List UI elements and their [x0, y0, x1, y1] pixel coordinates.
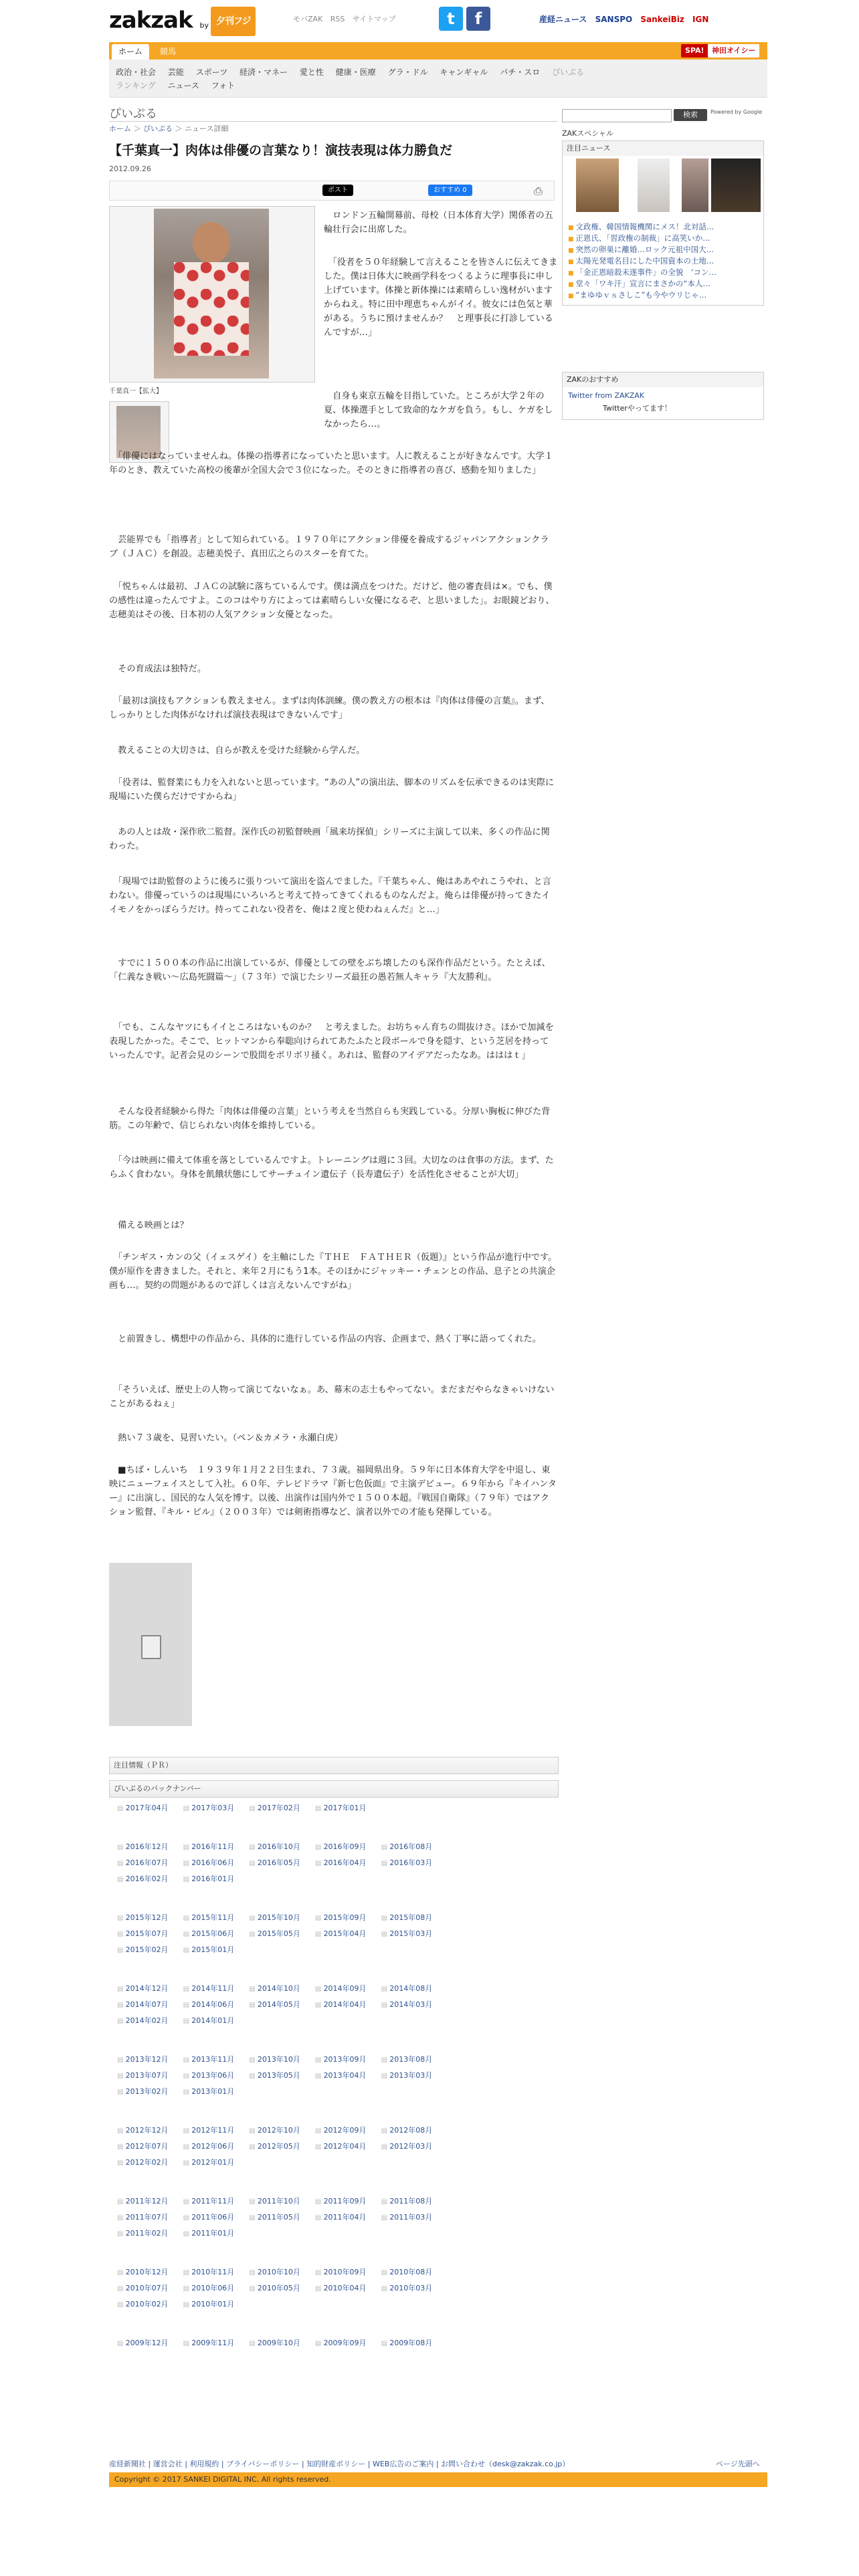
tab-keiba[interactable]: 競馬 — [160, 47, 177, 56]
top-links — [293, 13, 401, 24]
archive-month-link[interactable]: ▤ 2014年11月 — [183, 1984, 235, 1993]
nav-gradol[interactable]: グラ・ドル — [387, 68, 428, 77]
archive-month-link[interactable]: ▤ 2010年10月 — [249, 2268, 300, 2276]
link-sitemap[interactable]: サイトマップ — [352, 15, 396, 23]
nav-ranking[interactable]: ランキング — [116, 81, 156, 90]
archive-month-link[interactable]: ▤ 2010年08月 — [381, 2268, 433, 2276]
news-image[interactable] — [682, 158, 708, 212]
footer-links[interactable]: 産経新聞社 | 運営会社 | 利用規約 | プライバシーポリシー | 知的財産ポリシー | WEB広告のご案内 | お問い合わせ（desk@zakzak.co.jp） — [109, 2460, 570, 2468]
photo-caption[interactable]: 千葉真一【拡大】 — [109, 388, 163, 395]
archive-month-link[interactable]: ▤ 2012年05月 — [249, 2142, 300, 2151]
archive-month-link[interactable]: ▤ 2013年10月 — [249, 2055, 300, 2064]
archive-month-link[interactable]: ▤ 2014年03月 — [381, 2000, 433, 2009]
news-link[interactable]: ■ “まゆゆｖｓさしこ”も今やウリじゃ… — [568, 290, 706, 300]
recommend-text: Twitterやってます！ — [603, 404, 672, 413]
archive-month-link[interactable]: ▤ 2016年07月 — [117, 1858, 169, 1867]
zak-special-label[interactable]: ZAKスペシャル — [562, 129, 614, 138]
nav-health[interactable]: 健康・医療 — [335, 68, 376, 77]
archive-month-link[interactable]: ▤ 2014年10月 — [249, 1984, 300, 1993]
archive-month-link[interactable]: ▤ 2011年07月 — [117, 2213, 169, 2222]
archive-row — [117, 2212, 447, 2222]
archive-month-link[interactable]: ▤ 2014年01月 — [183, 2016, 235, 2025]
archive-month-link[interactable]: ▤ 2010年04月 — [315, 2284, 367, 2292]
article-paragraph: 「現場では助監督のように後ろに張りついて演出を盗んでました。『千葉ちゃん、俺はああやれこうやれ、と言わない。俳優っていうのは現場にいろいろと考えて持ってきてくれるものなんだよ。俺らは俳優が持ってきたイイモノをかっぽらうだけ。持ってこれない役者を、俺は２度と使わねぇんだ』と…」 — [109, 877, 551, 915]
archive-month-link[interactable]: ▤ 2015年01月 — [183, 1945, 235, 1954]
news-link[interactable]: ■ 文政権、韓国情報機関にメス！北対話… — [568, 221, 714, 232]
archive-row — [117, 2266, 447, 2277]
breadcrumb-home[interactable]: ホーム — [109, 124, 131, 133]
archive-month-link[interactable]: ▤ 2013年05月 — [249, 2071, 300, 2080]
article-paragraph: 「俳優にはなっていませんね。体操の指導者になっていたと思います。人に教えることが好きなんです。大学１年のとき、教えていた高校の後輩が全国大会で３位になった。そのときに指導者の喜び、感動を知りました」 — [109, 451, 553, 475]
copyright-bar — [109, 2472, 767, 2487]
nav-love[interactable]: 愛と性 — [299, 68, 324, 77]
nav-sports[interactable]: スポーツ — [195, 68, 228, 77]
nav-pachislo[interactable]: パチ・スロ — [500, 68, 541, 77]
archive-row — [117, 2195, 447, 2206]
nav-politics[interactable]: 政治・社会 — [116, 68, 157, 77]
pr-panel: 注目情報（ＰＲ） — [109, 1757, 559, 1774]
link-mobazak[interactable]: モバZAK — [293, 15, 323, 23]
partner-sanspo[interactable]: SANSPO — [595, 15, 633, 24]
featured-news-box — [562, 140, 764, 306]
archive-month-link[interactable]: ▤ 2010年06月 — [183, 2284, 235, 2292]
archive-month-link[interactable]: ▤ 2012年10月 — [249, 2126, 300, 2135]
recommend-box — [562, 372, 764, 420]
partner-links — [534, 13, 708, 25]
archive-month-link[interactable]: ▤ 2015年06月 — [183, 1929, 235, 1938]
archive-row — [117, 2015, 249, 2026]
archive-month-link[interactable]: ▤ 2015年05月 — [249, 1929, 300, 1938]
archive-row — [117, 2054, 447, 2064]
news-image[interactable] — [576, 158, 619, 212]
archive-month-link[interactable]: ▤ 2015年07月 — [117, 1929, 169, 1938]
article-paragraph: ロンドン五輪開幕前、母校（日本体育大学）関係者の五輪壮行会に出席した。 — [324, 211, 553, 235]
featured-news-header: 注目ニュース — [563, 141, 763, 156]
archive-month-link[interactable]: ▤ 2015年11月 — [183, 1913, 235, 1922]
promo-spa[interactable]: SPA! — [681, 44, 708, 58]
archive-row — [117, 2157, 249, 2167]
archive-row — [117, 2125, 447, 2135]
site-logo[interactable]: zakzak by 夕刊フジ — [109, 7, 256, 39]
archive-row — [117, 2070, 447, 2080]
article-paragraph: すでに１５００本の作品に出演しているが、俳優としての壁をぶち壊したのも深作作品だという。たとえば、「仁義なき戦い～広島死闘篇～」（７３年）で演じたシリーズ最狂の愚若無人キャラ『大友勝利』。 — [109, 958, 551, 982]
archive-month-link[interactable]: ▤ 2014年12月 — [117, 1984, 169, 1993]
archive-month-link[interactable]: ▤ 2010年11月 — [183, 2268, 235, 2276]
archive-month-link[interactable]: ▤ 2015年10月 — [249, 1913, 300, 1922]
like-button[interactable]: おすすめ 0 — [428, 185, 472, 196]
archive-month-link[interactable]: ▤ 2013年04月 — [315, 2071, 367, 2080]
archive-month-link[interactable]: ▤ 2013年02月 — [117, 2087, 169, 2096]
archive-month-link[interactable]: ▤ 2011年01月 — [183, 2229, 235, 2238]
archive-month-link[interactable]: ▤ 2014年06月 — [183, 2000, 235, 2009]
search-button[interactable]: 検索 — [674, 109, 707, 121]
archive-month-link[interactable]: ▤ 2016年11月 — [183, 1842, 235, 1851]
archive-month-link[interactable]: ▤ 2014年05月 — [249, 2000, 300, 2009]
archive-month-link[interactable]: ▤ 2017年02月 — [249, 1804, 300, 1812]
archive-month-link[interactable]: ▤ 2009年08月 — [381, 2339, 433, 2347]
archive-month-link[interactable]: ▤ 2012年04月 — [315, 2142, 367, 2151]
news-link[interactable]: ■ 太陽光発電名目にした中国資本の土地… — [568, 255, 714, 266]
news-link[interactable]: ■ 突然の卵巣に離婚…ロック元祖中国大… — [568, 244, 714, 255]
partner-ign[interactable]: IGN — [692, 15, 709, 24]
news-link[interactable]: ■ 堂々「ワキ汗」宣言にまさかの“本人… — [568, 278, 710, 289]
archive-row — [117, 2337, 447, 2348]
search-input[interactable] — [562, 109, 672, 122]
article-paragraph: そんな役者経験から得た「肉体は俳優の言葉」という考えを当然自らも実践している。分厚い胸板に伸びた背筋。この年齢で、信じられない肉体を維持している。 — [109, 1107, 551, 1131]
archive-month-link[interactable]: ▤ 2017年01月 — [315, 1804, 367, 1812]
archive-month-link[interactable]: ▤ 2010年02月 — [117, 2300, 169, 2309]
archive-row — [117, 1841, 447, 1852]
archive-month-link[interactable]: ▤ 2011年10月 — [249, 2197, 300, 2206]
archive-row — [117, 1983, 447, 1994]
archive-month-link[interactable]: ▤ 2012年12月 — [117, 2126, 169, 2135]
archive-month-link[interactable]: ▤ 2010年09月 — [315, 2268, 367, 2276]
archive-month-link[interactable]: ▤ 2010年12月 — [117, 2268, 169, 2276]
archive-month-link[interactable]: ▤ 2012年02月 — [117, 2158, 169, 2167]
archive-month-link[interactable]: ▤ 2009年10月 — [249, 2339, 300, 2347]
archive-month-link[interactable]: ▤ 2012年08月 — [381, 2126, 433, 2135]
archive-month-link[interactable]: ▤ 2015年04月 — [315, 1929, 367, 1938]
archive-month-link[interactable]: ▤ 2010年07月 — [117, 2284, 169, 2292]
archive-month-link[interactable]: ▤ 2016年04月 — [315, 1858, 367, 1867]
archive-month-link[interactable]: ▤ 2013年09月 — [315, 2055, 367, 2064]
archive-month-link[interactable]: ▤ 2011年02月 — [117, 2229, 169, 2238]
broken-image-icon — [141, 1635, 161, 1659]
archive-month-link[interactable]: ▤ 2011年06月 — [183, 2213, 235, 2222]
archive-month-link[interactable]: ▤ 2011年05月 — [249, 2213, 300, 2222]
archive-month-link[interactable]: ▤ 2009年11月 — [183, 2339, 235, 2347]
share-bar — [109, 181, 555, 201]
archive-month-link[interactable]: ▤ 2012年03月 — [381, 2142, 433, 2151]
archive-month-link[interactable]: ▤ 2016年03月 — [381, 1858, 433, 1867]
nav-campaign-girl[interactable]: キャンギャル — [440, 68, 488, 77]
archive-month-link[interactable]: ▤ 2016年01月 — [183, 1874, 235, 1883]
article-paragraph: 芸能界でも「指導者」として知られている。１９７０年にアクション俳優を養成するジャパンアクションクラブ（ＪＡＣ）を創設。志穂美悦子、真田広之らのスターを育てた。 — [109, 535, 549, 559]
archive-row — [117, 1999, 447, 2010]
archive-month-link[interactable]: ▤ 2013年11月 — [183, 2055, 235, 2064]
archive-row — [117, 1873, 249, 1884]
article-paragraph: 「役者を５０年経験して言えることを皆さんに伝えてきました。僕は日体大に映画学科をつくるように理事長に申し上げています。体操と新体操には素晴らしい逸材がいますからねえ。特に田中理恵ちゃんがイイ。彼女には色気と華がある。うちに預けませんか？ と理事長に打診しているんですが…」 — [324, 257, 558, 338]
broken-image — [109, 1563, 192, 1726]
article-title: 【千葉真一】肉体は俳優の言葉なり！演技表現は体力勝負だ — [109, 143, 453, 158]
archive-month-link[interactable]: ▤ 2017年04月 — [117, 1804, 169, 1812]
archive-month-link[interactable]: ▤ 2011年04月 — [315, 2213, 367, 2222]
archive-month-link[interactable]: ▤ 2010年03月 — [381, 2284, 433, 2292]
breadcrumb: ホーム ＞ ぴいぷる ＞ ニュース詳細 — [109, 124, 229, 133]
promo-kanda[interactable]: 神田オイシー — [708, 44, 759, 58]
article-paragraph: 「最初は演技もアクションも教えません。まずは肉体訓練。僕の教え方の根本は『肉体は俳優の言葉』。まず、しっかりとした肉体がなければ演技表現はできないんです」 — [109, 696, 550, 720]
article-paragraph: あの人とは故・深作欣二監督。深作氏の初監督映画「風来坊探偵」シリーズに主演して以来、多くの作品に関わった。 — [109, 827, 550, 851]
news-link[interactable]: ■ 「金正恩暗殺未遂事件」の全貌 ‘コン… — [568, 267, 717, 278]
archive-month-link[interactable]: ▤ 2012年11月 — [183, 2126, 235, 2135]
article-paragraph: 熱い７３歳を、見習いたい。（ペン＆カメラ・永瀬白虎） — [109, 1433, 343, 1443]
recommend-header: ZAKのおすすめ — [563, 372, 763, 387]
article-paragraph: 「チンギス・カンの父（イェスゲイ）を主軸にした『ＴＨＥ ＦＡＴＨＥＲ（仮題）』という作品が進行中です。僕が原作を書きました。それと、来年２月にもう1本。そのほかにジャッキー・チェンとの作品、息子との共演企画も…。契約の問題があるので詳しくは言えないんですがね」 — [109, 1253, 557, 1291]
archive-month-link[interactable]: ▤ 2014年09月 — [315, 1984, 367, 1993]
archive-row — [117, 1928, 447, 1939]
archive-month-link[interactable]: ▤ 2009年09月 — [315, 2339, 367, 2347]
archive-month-link[interactable]: ▤ 2014年04月 — [315, 2000, 367, 2009]
archive-month-link[interactable]: ▤ 2009年12月 — [117, 2339, 169, 2347]
archive-month-link[interactable]: ▤ 2013年06月 — [183, 2071, 235, 2080]
nav-news[interactable]: ニュース — [167, 81, 199, 90]
archive-month-link[interactable]: ▤ 2013年07月 — [117, 2071, 169, 2080]
powered-by-google: Powered by Google — [710, 109, 763, 115]
news-image[interactable] — [711, 158, 761, 212]
article-paragraph: 備える映画とは？ — [109, 1220, 189, 1230]
divider — [109, 121, 557, 122]
twitter-link[interactable]: Twitter from ZAKZAK — [568, 391, 645, 400]
article-paragraph: 「そういえば、歴史上の人物って演じてないなぁ。あ、幕末の志士もやってない。まだまだやらなきゃいけないことがあるねぇ」 — [109, 1385, 555, 1409]
article-paragraph: 教えることの大切さは、自らが教えを受けた経験から学んだ。 — [109, 746, 365, 756]
archive-month-link[interactable]: ▤ 2012年06月 — [183, 2142, 235, 2151]
article-date: 2012.09.26 — [109, 165, 151, 173]
tab-home[interactable]: ホーム — [112, 44, 149, 60]
twitter-icon[interactable]: t — [439, 7, 463, 31]
partner-sankei[interactable]: 産経ニュース — [539, 15, 587, 24]
news-image[interactable] — [638, 158, 670, 212]
archive-row — [117, 1944, 249, 1955]
archive-month-link[interactable]: ▤ 2016年12月 — [117, 1842, 169, 1851]
archive-month-link[interactable]: ▤ 2010年01月 — [183, 2300, 235, 2309]
breadcrumb-people[interactable]: ぴいぷる — [143, 124, 173, 133]
archive-month-link[interactable]: ▤ 2016年10月 — [249, 1842, 300, 1851]
archive-row — [117, 1857, 447, 1868]
news-link[interactable]: ■ 正恩氏、「習政権の制裁」に高笑いか… — [568, 233, 710, 243]
archive-month-link[interactable]: ▤ 2016年05月 — [249, 1858, 300, 1867]
nav-people[interactable]: ぴいぷる — [552, 68, 585, 77]
archive-row — [117, 1912, 447, 1923]
archive-month-link[interactable]: ▤ 2015年09月 — [315, 1913, 367, 1922]
archive-month-link[interactable]: ▤ 2015年03月 — [381, 1929, 433, 1938]
archive-month-link[interactable]: ▤ 2017年03月 — [183, 1804, 235, 1812]
nav-geino[interactable]: 芸能 — [167, 68, 184, 77]
article-paragraph: 「役者は、監督業にも力を入れないと思っています。“あの人”の演出法、脚本のリズムを伝承できるのは実際に現場にいた僕らだけですからね」 — [109, 778, 555, 802]
article-paragraph: 自身も東京五輪を目指していた。ところが大学２年の夏、体操選手として致命的なケガを負う。もし、ケガをしなかったら…。 — [324, 391, 553, 429]
article-paragraph: 「悦ちゃんは最初、ＪＡＣの試験に落ちているんです。僕は満点をつけた。だけど、他の審査員は×。でも、僕の感性は違ったんですよ。このコはやり方によっては素晴らしい女優になるぞ、と思いました」。お眼鏡どおり、志穂美はその後、日本初の人気アクション女優となった。 — [109, 582, 555, 620]
nav-economy[interactable]: 経済・マネー — [240, 68, 288, 77]
link-rss[interactable]: RSS — [330, 15, 345, 23]
archive-row — [117, 1802, 381, 1813]
archive-month-link[interactable]: ▤ 2013年12月 — [117, 2055, 169, 2064]
article-profile: ■ちば・しんいち １９３９年１月２２日生まれ、７３歳。福岡県出身。５９年に日本体育大学を中退し、東映にニューフェイスとして入社。６０年、テレビドラマ『新七色仮面』で主演デビュー。６９年から『キイハンター』に出演し、国民的な人気を博す。以後、出演作は国内外で１５００本超。『戦国自衛隊』（７９年）ではアクション監督、『キル・ビル』（２００３年）では剣術指導など、演者以外での才能も発揮している。 — [109, 1465, 557, 1517]
archive-month-link[interactable]: ▤ 2013年01月 — [183, 2087, 235, 2096]
section-title: ぴいぷる — [109, 107, 157, 121]
archive-month-link[interactable]: ▤ 2014年07月 — [117, 2000, 169, 2009]
print-icon[interactable]: ⎙ — [534, 185, 543, 197]
archive-row — [117, 2298, 249, 2309]
archive-month-link[interactable]: ▤ 2016年02月 — [117, 1874, 169, 1883]
article-paragraph: 「今は映画に備えて体重を落としているんですよ。トレーニングは週に３回。大切なのは食事の方法。まず、たらふく食わない。身体を飢餓状態にしてサーチュイン遺伝子（長寿遺伝子）を活性化させることが大切」 — [109, 1156, 554, 1180]
archive-month-link[interactable]: ▤ 2012年09月 — [315, 2126, 367, 2135]
archive-month-link[interactable]: ▤ 2016年09月 — [315, 1842, 367, 1851]
partner-sankeibiz[interactable]: SankeiBiz — [640, 15, 684, 24]
archive-row — [117, 2228, 249, 2238]
article-photo[interactable] — [154, 209, 269, 379]
archive-month-link[interactable]: ▤ 2015年12月 — [117, 1913, 169, 1922]
archive-row — [117, 2141, 447, 2151]
backnumber-panel: ぴいぷるのバックナンバー — [109, 1780, 559, 1798]
category-nav — [109, 60, 767, 98]
archive-row — [117, 2282, 447, 2293]
archive-month-link[interactable]: ▤ 2010年05月 — [249, 2284, 300, 2292]
archive-month-link[interactable]: ▤ 2011年09月 — [315, 2197, 367, 2206]
archive-month-link[interactable]: ▤ 2016年06月 — [183, 1858, 235, 1867]
archive-month-link[interactable]: ▤ 2015年08月 — [381, 1913, 433, 1922]
archive-month-link[interactable]: ▤ 2016年08月 — [381, 1842, 433, 1851]
archive-month-link[interactable]: ▤ 2013年08月 — [381, 2055, 433, 2064]
archive-month-link[interactable]: ▤ 2012年07月 — [117, 2142, 169, 2151]
page-top-link[interactable]: ページ先頭へ — [716, 2460, 760, 2468]
archive-month-link[interactable]: ▤ 2014年08月 — [381, 1984, 433, 1993]
copyright-text: Copyright © 2017 SANKEI DIGITAL INC. All rights reserved. — [114, 2475, 331, 2484]
tweet-button[interactable]: ポスト — [322, 185, 353, 196]
article-paragraph: と前置きし、構想中の作品から、具体的に進行している作品の内容、企画まで、熱く丁寧に語ってくれた。 — [109, 1334, 541, 1344]
archive-month-link[interactable]: ▤ 2013年03月 — [381, 2071, 433, 2080]
main-navbar — [109, 42, 767, 60]
facebook-icon[interactable]: f — [466, 7, 490, 31]
nav-photo[interactable]: フォト — [211, 81, 235, 90]
archive-row — [117, 2086, 249, 2097]
archive-month-link[interactable]: ▤ 2011年03月 — [381, 2213, 433, 2222]
archive-month-link[interactable]: ▤ 2015年02月 — [117, 1945, 169, 1954]
archive-month-link[interactable]: ▤ 2011年12月 — [117, 2197, 169, 2206]
archive-month-link[interactable]: ▤ 2011年11月 — [183, 2197, 235, 2206]
article-paragraph: その育成法は独特だ。 — [109, 664, 207, 674]
archive-month-link[interactable]: ▤ 2014年02月 — [117, 2016, 169, 2025]
breadcrumb-current: ニュース詳細 — [185, 124, 229, 133]
archive-month-link[interactable]: ▤ 2011年08月 — [381, 2197, 433, 2206]
article-paragraph: 「でも、こんなヤツにもイイところはないものか？ と考えました。お坊ちゃん育ちの間抜けさ。ほかで加減を表現したかった。そこで、ヒットマンから奉聡向けられてあたふたと段ボールで身を隠す、という芝居を持っていったんです。記者会見のシーンで股間をボリボリ掻く。あれは、監督のアイデアだったなあ。はははｔ」 — [109, 1023, 554, 1061]
archive-month-link[interactable]: ▤ 2012年01月 — [183, 2158, 235, 2167]
